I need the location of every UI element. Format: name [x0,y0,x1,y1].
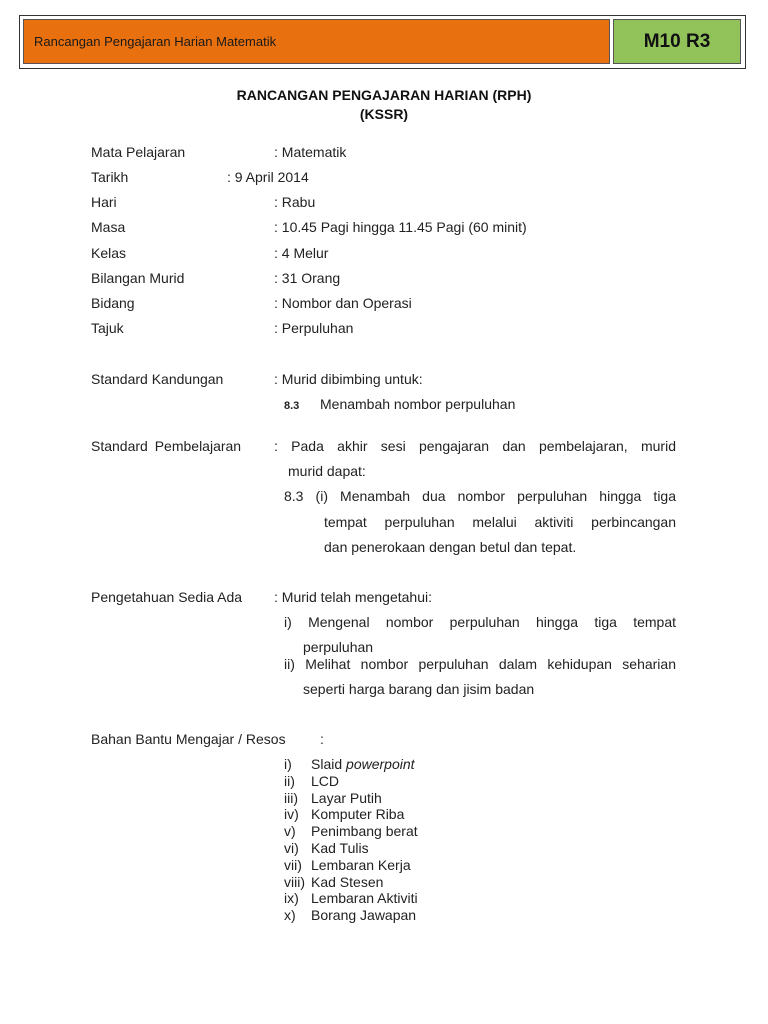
list-item [284,874,418,891]
list-item-text: Kad Stesen [311,873,384,890]
tarikh-label: Tarikh [91,169,129,185]
kelas-value: : 4 Melur [274,245,329,261]
list-item-text: Layar Putih [311,789,382,806]
masa-label: Masa [91,219,126,235]
list-item [284,907,418,924]
bbm-colon: : [320,731,324,747]
list-item-text: Kad Tulis [311,839,369,856]
list-item-number: vi) [284,839,299,856]
bbm-list [284,756,418,924]
list-item-number: iv) [284,806,299,823]
pengetahuan-label: Pengetahuan Sedia Ada [91,589,243,605]
tajuk-value: : Perpuluhan [274,320,354,336]
standard-pembelajaran-line3: 8.3 (i) Menambah dua nombor perpuluhan hingga tiga [284,488,676,504]
hari-value: : Rabu [274,194,316,210]
header-title: Rancangan Pengajaran Harian Matematik [23,19,610,64]
tarikh-value: : 9 April 2014 [227,169,309,185]
list-item [284,806,418,823]
list-item-number: v) [284,823,296,840]
list-item-text: Slaid [311,756,343,772]
standard-pembelajaran-line4: tempat perpuluhan melalui aktiviti perbincangan [324,514,676,530]
bidang-value: : Nombor dan Operasi [274,295,412,311]
bbm-label: Bahan Bantu Mengajar / Resos [91,731,286,747]
list-item-number: viii) [284,873,305,890]
list-item [284,890,418,907]
standard-pembelajaran-label: Standard Pembelajaran [91,438,242,454]
kelas-label: Kelas [91,245,127,261]
list-item-number: ii) [284,772,295,789]
list-item [284,823,418,840]
standard-kandungan-code: 8.3 [284,400,300,412]
list-item [284,773,418,790]
tajuk-label: Tajuk [91,320,124,336]
bidang-label: Bidang [91,295,135,311]
masa-value: : 10.45 Pagi hingga 11.45 Pagi (60 minit) [274,219,527,235]
list-item-number: i) [284,756,292,772]
standard-kandungan-item: Menambah nombor perpuluhan [320,396,516,412]
list-item-number: x) [284,907,296,924]
bilangan-murid-label: Bilangan Murid [91,270,185,286]
pengetahuan-item2-line2: seperti harga barang dan jisim badan [303,681,535,697]
list-item-number: vii) [284,856,302,873]
standard-pembelajaran-line5: dan penerokaan dengan betul dan tepat. [324,539,577,555]
standard-kandungan-label: Standard Kandungan [91,371,224,387]
standard-pembelajaran-line2: murid dapat: [288,463,366,479]
list-item-text: Penimbang berat [311,823,418,840]
list-item-text: Komputer Riba [311,806,405,823]
list-item-text: LCD [311,772,340,789]
list-item-italic: powerpoint [346,756,415,772]
mata-pelajaran-label: Mata Pelajaran [91,144,186,160]
standard-kandungan-value: : Murid dibimbing untuk: [274,371,423,387]
list-item-text: Lembaran Kerja [311,856,411,873]
list-item-text: Lembaran Aktiviti [311,890,418,907]
pengetahuan-value: : Murid telah mengetahui: [274,589,432,605]
list-item-number: ix) [284,890,299,907]
document-subtitle: (KSSR) [359,106,409,122]
standard-pembelajaran-line1: : Pada akhir sesi pengajaran dan pembelajaran, murid [274,438,676,454]
pengetahuan-item1-line2: perpuluhan [303,639,374,655]
mata-pelajaran-value: : Matematik [274,144,347,160]
list-item [284,790,418,807]
bilangan-murid-value: : 31 Orang [274,270,341,286]
list-item [284,756,418,773]
document-title: RANCANGAN PENGAJARAN HARIAN (RPH) [236,87,532,103]
page-header [19,15,746,69]
list-item [284,857,418,874]
list-item-number: iii) [284,789,298,806]
hari-label: Hari [91,194,117,210]
list-item-text: Borang Jawapan [311,907,417,924]
header-code: M10 R3 [613,19,741,64]
pengetahuan-item2-line1: ii) Melihat nombor perpuluhan dalam kehidupan seharian [284,656,676,672]
pengetahuan-item1-line1: i) Mengenal nombor perpuluhan hingga tiga tempat [284,614,676,630]
list-item [284,840,418,857]
